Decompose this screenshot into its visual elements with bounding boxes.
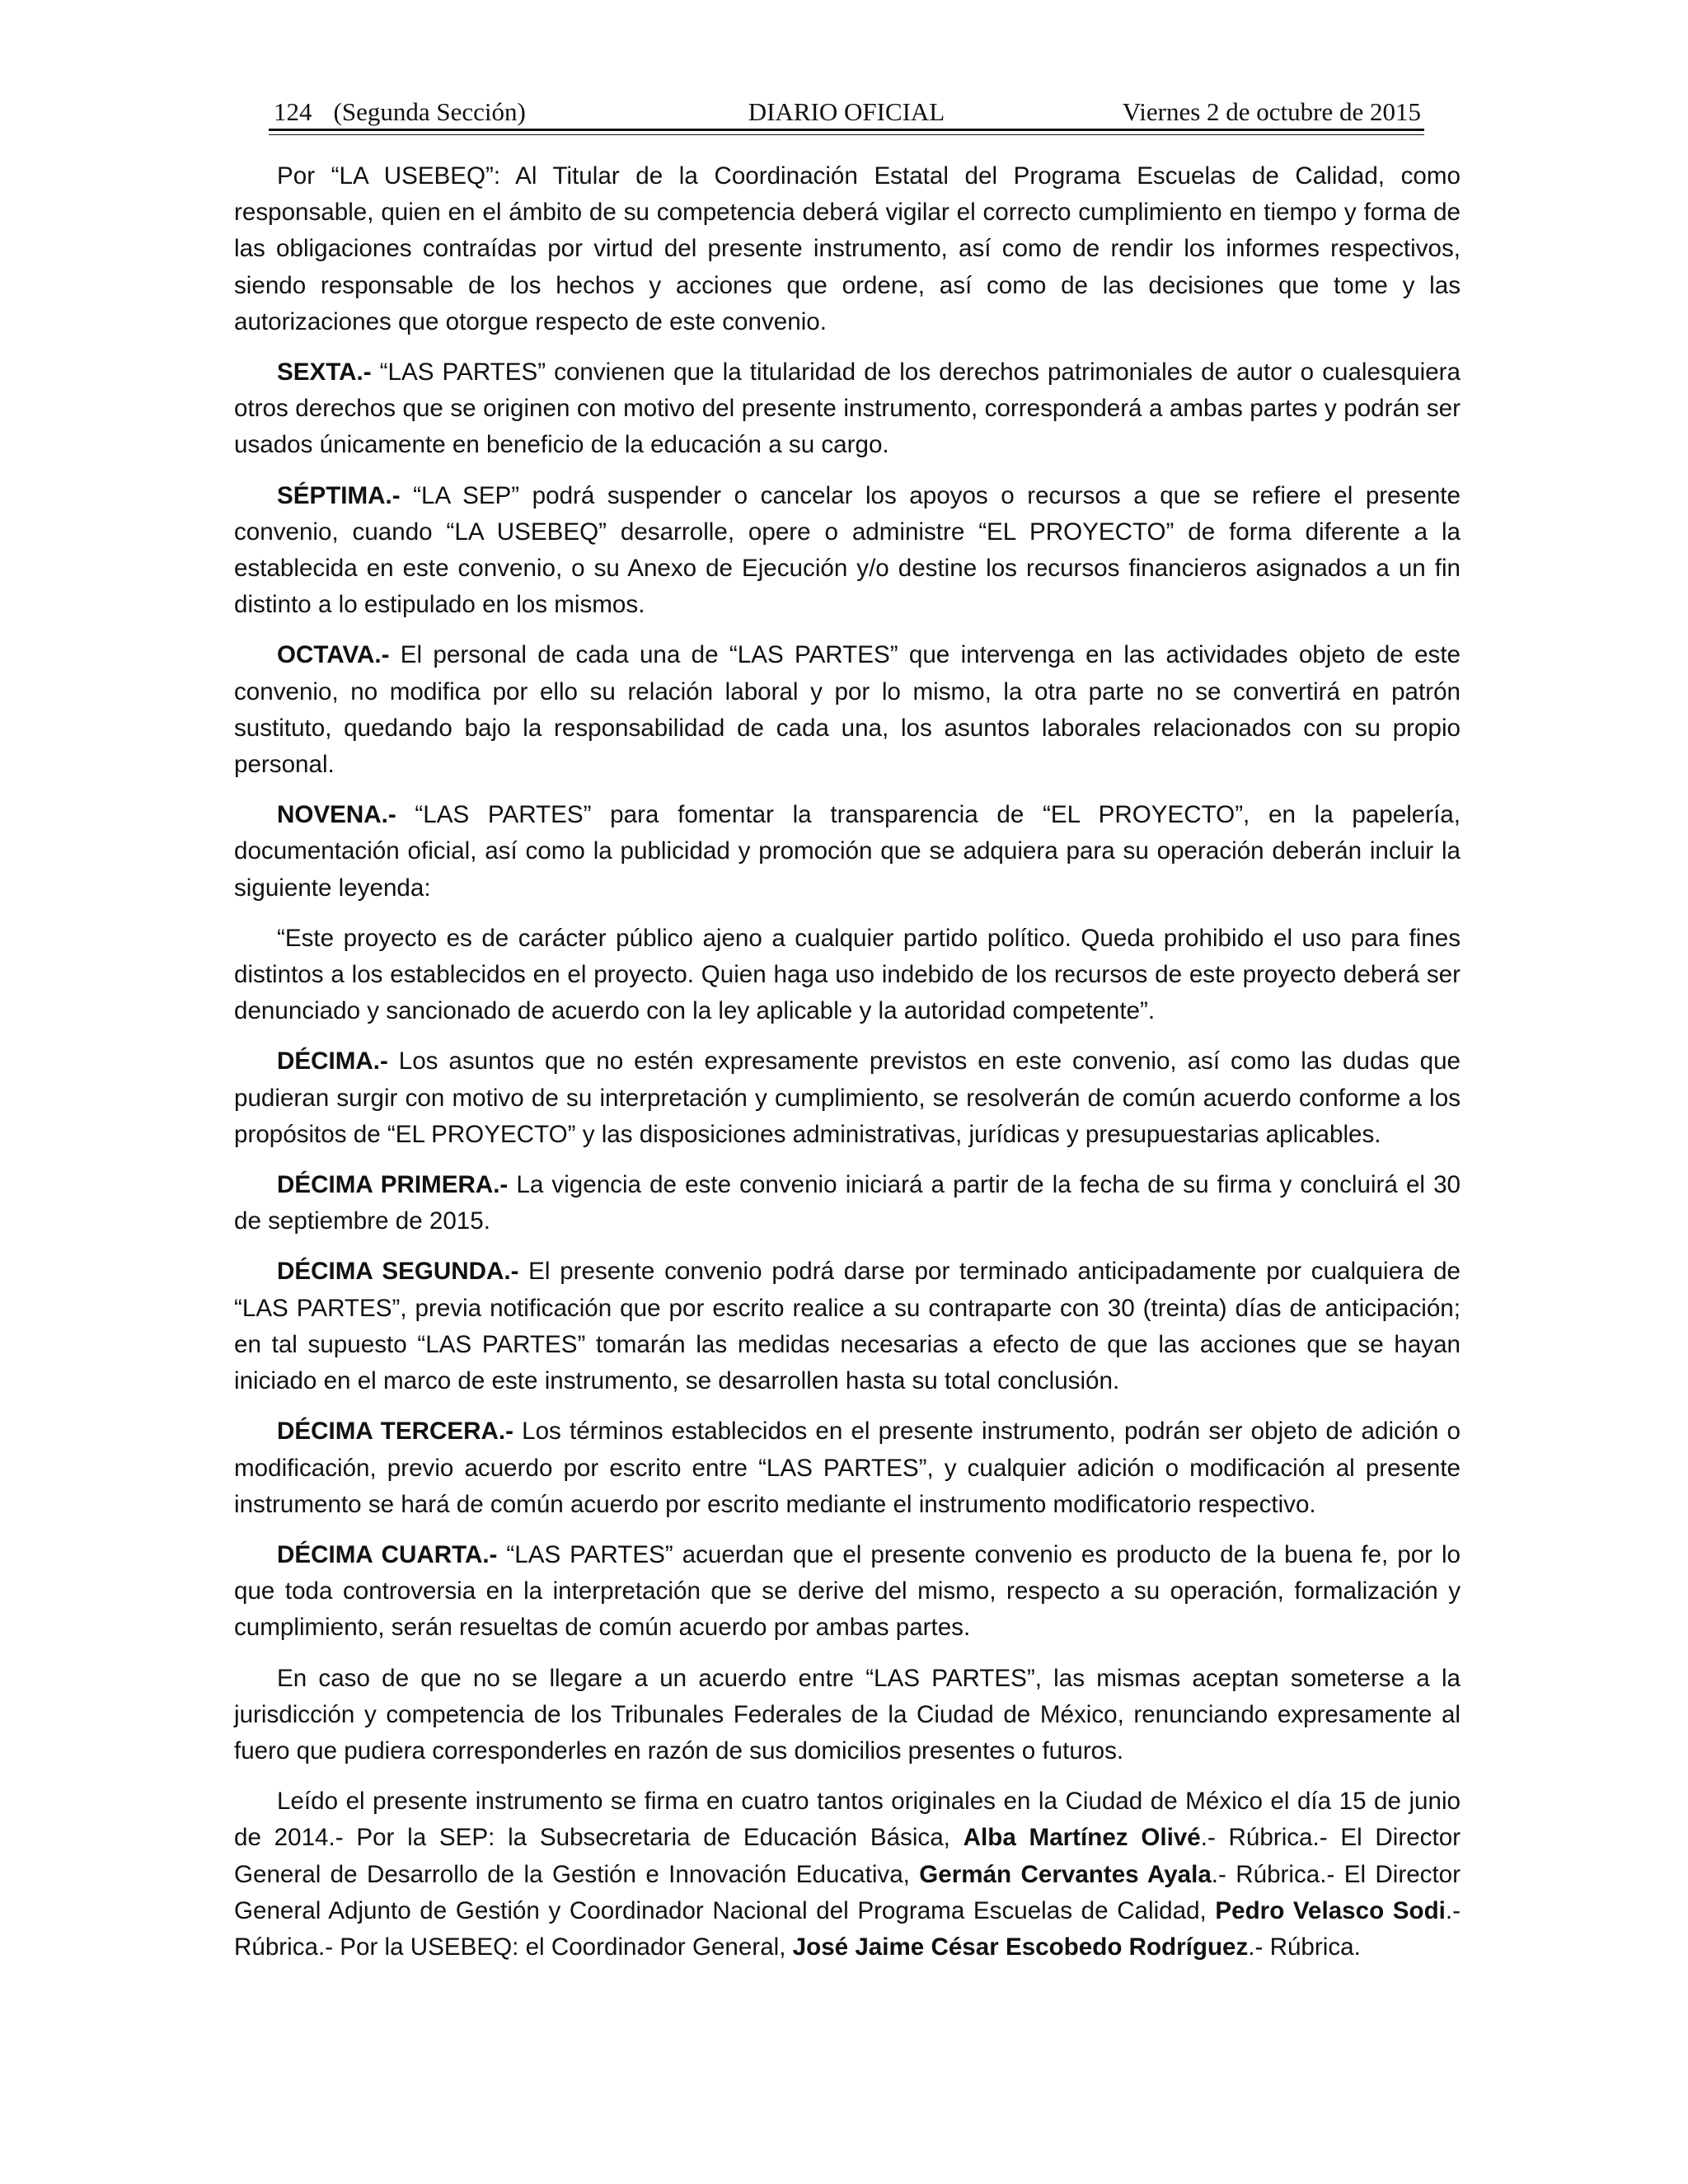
paragraph-text: “LAS PARTES” convienen que la titularidad de los derechos patrimoniales de autor o cualesquiera otros derechos que se originen con motivo del presente instrumento, corresponderá a ambas partes y podrán ser usados únicamente en beneficio de la educación a su cargo. — [234, 359, 1461, 459]
clause-heading: SÉPTIMA.- — [277, 481, 401, 509]
clause-heading: SEXTA.- — [277, 359, 372, 387]
signature-text: .- Rúbrica. — [1248, 1933, 1361, 1961]
paragraph-text: El presente convenio podrá darse por terminado anticipadamente por cualquiera de “LAS PARTES”, previa notificación que por escrito realice a su contraparte con 30 (treinta) días de anticipación; en tal supuesto “LAS PARTES” tomarán las medidas necesarias a efecto de que las acciones que se hayan iniciado en el marco de este instrumento, se desarrollen hasta su total conclusión. — [234, 1258, 1461, 1395]
header-rule-thick — [269, 129, 1424, 131]
clause-octava — [234, 637, 1461, 783]
paragraph-text: “LAS PARTES” acuerdan que el presente convenio es producto de la buena fe, por lo que toda controversia en la interpretación que se derive del mismo, respecto a su operación, formalización y cumplimiento, serán resueltas de común acuerdo por ambas partes. — [234, 1540, 1461, 1642]
signatory-name: José Jaime César Escobedo Rodríguez — [792, 1933, 1249, 1961]
clause-novena — [234, 797, 1461, 907]
paragraph-text: Por “LA USEBEQ”: Al Titular de la Coordinación Estatal del Programa Escuelas de Calidad, como responsable, quien en el ámbito de su competencia deberá vigilar el correcto cumplimiento en tiempo y forma de las obligaciones contraídas por virtud del presente instrumento, así como de rendir los informes respectivos, siendo responsable de los hechos y acciones que ordene, así como de las decisiones que tome y las autorizaciones que otorgue respecto de este convenio. — [234, 162, 1461, 335]
signature-paragraph — [234, 1783, 1461, 1966]
clause-sexta — [234, 354, 1461, 464]
clause-heading: OCTAVA.- — [277, 641, 390, 669]
signature-text: .- Rúbrica.- El Director General de Desarrollo de la Gestión e Innovación Educativa, — [234, 1824, 1461, 1888]
paragraph-text: En caso de que no se llegare a un acuerdo entre “LAS PARTES”, las mismas aceptan someterse a la jurisdicción y competencia de los Tribunales Federales de la Ciudad de México, renunciando expresamente al fuero que pudiera corresponderles en razón de sus domicilios presentes o futuros. — [234, 1664, 1461, 1765]
clause-heading: DÉCIMA SEGUNDA.- — [277, 1258, 519, 1286]
clause-decima-segunda — [234, 1254, 1461, 1399]
clause-heading: DÉCIMA TERCERA.- — [277, 1418, 513, 1446]
section-label: (Segunda Sección) — [333, 97, 526, 126]
signature-text: .- Rúbrica.- El Director General Adjunto de Gestión y Coordinador Nacional del Programa Escuelas de Calidad, — [234, 1860, 1461, 1924]
clause-decima-tercera — [234, 1413, 1461, 1523]
paragraph-text: “Este proyecto es de carácter público ajeno a cualquier partido político. Queda prohibido el uso para fines distintos a los establecidos en el proyecto. Quien haga uso indebido de los recursos de este proyecto deberá ser denunciado y sancionado de acuerdo con la ley aplicable y la autoridad competente”. — [234, 924, 1461, 1025]
paragraph-jurisdiction — [234, 1661, 1461, 1770]
clause-decima-cuarta — [234, 1537, 1461, 1647]
publication-title: DIARIO OFICIAL — [748, 97, 945, 126]
paragraph-text: “LA SEP” podrá suspender o cancelar los apoyos o recursos a que se refiere el presente convenio, cuando “LA USEBEQ” desarrolle, opere o administre “EL PROYECTO” de forma diferente a la establecida en este convenio, o su Anexo de Ejecución y/o destine los recursos financieros asignados a un fin distinto a lo estipulado en los mismos. — [234, 481, 1461, 619]
quoted-legend — [234, 921, 1461, 1030]
clause-decima-primera — [234, 1167, 1461, 1240]
clause-septima — [234, 478, 1461, 624]
paragraph-text: La vigencia de este convenio iniciará a partir de la fecha de su firma y concluirá el 30 de septiembre de 2015. — [234, 1171, 1461, 1235]
signatory-name: Alba Martínez Olivé — [963, 1824, 1201, 1852]
paragraph-text: El personal de cada una de “LAS PARTES” que intervenga en las actividades objeto de este convenio, no modifica por ello su relación laboral y por lo mismo, la otra parte no se convertirá en patrón sustituto, quedando bajo la responsabilidad de cada una, los asuntos laborales relacionados con su propio personal. — [234, 641, 1461, 779]
signatory-name: Pedro Velasco Sodi — [1215, 1896, 1446, 1924]
page-number: 124 — [274, 97, 312, 126]
paragraph-usebeq-responsible — [234, 158, 1461, 340]
signature-text: Leído el presente instrumento se firma en cuatro tantos originales en la Ciudad de México el día 15 de junio de 2014.- Por la SEP: la Subsecretaria de Educación Básica, — [234, 1788, 1461, 1852]
clause-heading: NOVENA.- — [277, 801, 396, 829]
signature-text: .- Rúbrica.- Por la USEBEQ: el Coordinador General, — [234, 1896, 1461, 1961]
document-body — [234, 158, 1461, 1980]
paragraph-text: Los asuntos que no estén expresamente previstos en este convenio, así como las dudas que pudieran surgir con motivo de su interpretación y cumplimiento, se resolverán de común acuerdo conforme a los propósitos de “EL PROYECTO” y las disposiciones administrativas, jurídicas y presupuestarias aplicables. — [234, 1047, 1461, 1148]
clause-decima — [234, 1043, 1461, 1153]
clause-heading: DÉCIMA.- — [277, 1047, 388, 1076]
clause-heading: DÉCIMA CUARTA.- — [277, 1540, 498, 1568]
signatory-name: Germán Cervantes Ayala — [919, 1860, 1212, 1888]
paragraph-text: “LAS PARTES” para fomentar la transparencia de “EL PROYECTO”, en la papelería, documentación oficial, así como la publicidad y promoción que se adquiera para su operación deberán incluir la siguiente leyenda: — [234, 801, 1461, 902]
clause-heading: DÉCIMA PRIMERA.- — [277, 1171, 509, 1199]
paragraph-text: Los términos establecidos en el presente instrumento, podrán ser objeto de adición o modificación, previo acuerdo por escrito entre “LAS PARTES”, y cualquier adición o modificación al presente instrumento se hará de común acuerdo por escrito mediante el instrumento modificatorio respectivo. — [234, 1418, 1461, 1518]
publication-date: Viernes 2 de octubre de 2015 — [1122, 97, 1421, 126]
header-rule-thin — [269, 134, 1424, 135]
